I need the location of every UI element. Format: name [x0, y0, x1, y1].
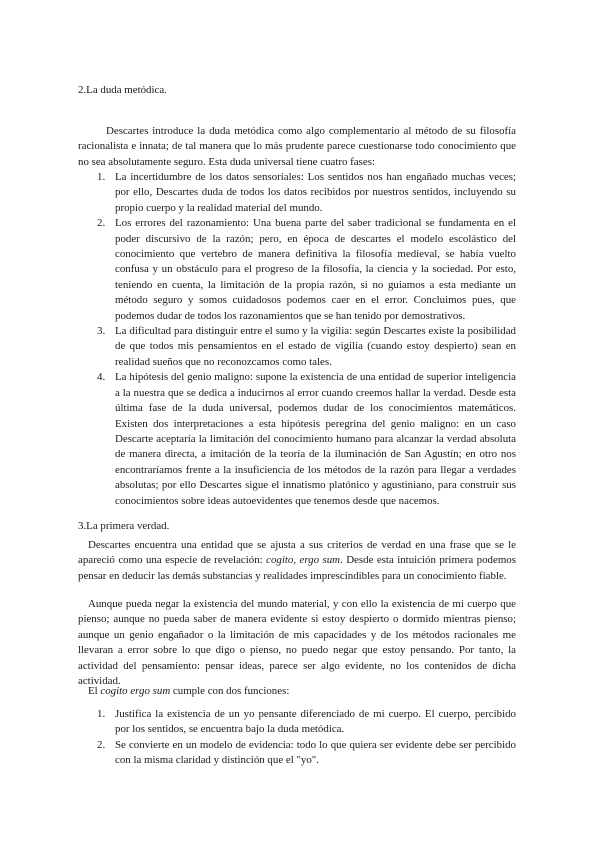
section-3-paragraph-2: Aunque pueda negar la existencia del mundo material, y con ello la existencia de mi cuerpo que pienso; aunque no pueda saber de manera evidente si estoy despierto o dormido mientras pienso; aunque un genio engañador o la limitación de mis capacidades y de los métodos racionales me llevaran a error sobre lo que digo o pienso, no puedo negar que estoy pensando. Por tanto, la actividad del pensamiento: pensar ideas, parece ser algo evidente, no los contenidos de dicha actividad.: [78, 598, 516, 688]
section-2-heading: 2.La duda metódica.: [78, 84, 167, 96]
list-item: 1. Justifica la existencia de un yo pensante diferenciado de mi cuerpo. El cuerpo, percibido por los sentidos, se encuentra bajo la duda metódica.: [97, 708, 516, 736]
section-2-intro: Descartes introduce la duda metódica como algo complementario al método de su filosofía racionalista e innata; de tal manera que lo más prudente parece cuestionarse todo conocimiento que no sea absolutamente seguro. Esta duda universal tiene cuatro fases:: [78, 125, 516, 168]
section-3-paragraph-3: El cogito ergo sum cumple con dos funciones:: [88, 685, 290, 697]
list-item: 4. La hipótesis del genio maligno: supone la existencia de una entidad de superior inteligencia a la nuestra que se dedica a inducirnos al error cuando creemos hallar la verdad. Desde esta última fase de la duda universal, podemos dudar de los conocimientos matemáticos. Existen dos interpretaciones a esta hipótesis peregrina del genio maligno: en un caso Descarte aceptaría la limitación del conocimiento humano para alcanzar la verdad absoluta de manera directa, a imitación de la teoría de la iluminación de San Agustín; en otro nos encontraríamos frente a la insuficiencia de los métodos de la razón para llegar a verdades absolutas; por ello Descartes sigue el innatismo platónico y agustiniano, para construir sus conocimientos sobre ideas autoevidentes que tenemos desde que nacemos.: [97, 371, 516, 507]
functions-list: [78, 707, 516, 769]
list-item: 2. Se convierte en un modelo de evidencia: todo lo que quiera ser evidente debe ser percibido con la misma claridad y distinción que el "yo".: [97, 738, 516, 767]
list-item: 2. Los errores del razonamiento: Una buena parte del saber tradicional se fundamenta en el poder discursivo de la razón; pero, en época de descartes el modelo escolástico del conocimiento que vertebro de manera definitiva la filosofía medieval, se había vuelto confusa y un obstáculo para el progreso de la filosofía, la ciencia y la sociedad. Por esto, teniendo en cuenta, la limitación de la propia razón, si no guiamos a esta mediante un método seguro y somos cuidadosos podemos caer en el error. Concluimos pues, que podemos dudar de todos los razonamientos que se han tenido por demostrativos.: [97, 217, 516, 322]
section-3-heading: 3.La primera verdad.: [78, 520, 170, 532]
phases-list: [78, 170, 516, 509]
list-item: 3. La dificultad para distinguir entre el sumo y la vigilia: según Descartes existe la posibilidad de que todos mis pensamientos en el estado de vigilia (cuando estoy despierto) sean en realidad sueños que no reconozcamos como tales.: [97, 325, 516, 368]
section-3-paragraph-1: Descartes encuentra una entidad que se ajusta a sus criterios de verdad en una frase que se le apareció como una especie de revelación: cogito, ergo sum. Desde esta intuición primera podemos pensar en deducir las demás substancias y realidades imprescindibles para un conocimiento fiable.: [78, 539, 516, 582]
list-item: 1. La incertidumbre de los datos sensoriales: Los sentidos nos han engañado muchas veces; por ello, Descartes duda de todos los datos recibidos por nuestros sentidos, incluyendo su propio cuerpo y la realidad material del mundo.: [97, 171, 516, 214]
